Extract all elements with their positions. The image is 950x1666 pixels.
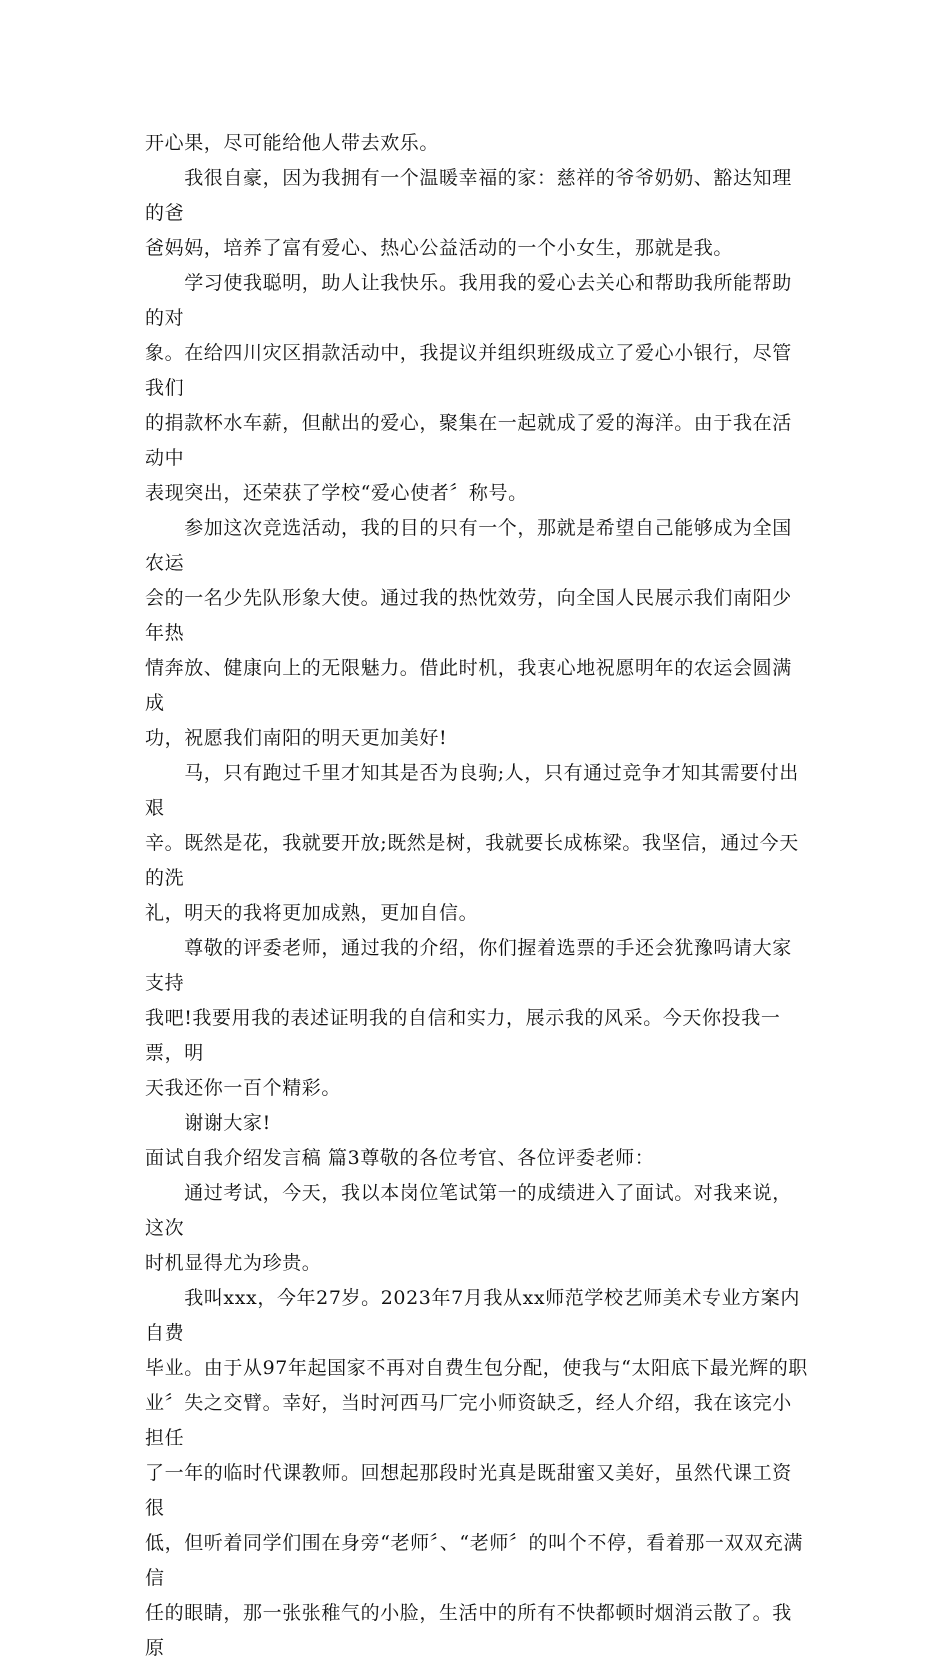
text-line: 马，只有跑过千里才知其是否为良驹;人，只有通过竞争才知其需要付出艰 [145,762,799,819]
section-heading: 面试自我介绍发言稿 篇3尊敬的各位考官、各位评委老师： [145,1147,655,1169]
text-line: 了一年的临时代课教师。回想起那段时光真是既甜蜜又美好，虽然代课工资很 [145,1462,792,1519]
text-line: 功，祝愿我们南阳的明天更加美好! [145,727,448,749]
text-line: 参加这次竞选活动，我的目的只有一个，那就是希望自己能够成为全国农运 [145,517,792,574]
text-line: 表现突出，还荣获了学校“爱心使者〞称号。 [145,482,528,504]
text-line: 会的一名少先队形象大使。通过我的热忱效劳，向全国人民展示我们南阳少年热 [145,587,792,644]
text-line: 谢谢大家! [145,1112,271,1134]
text-line: 时机显得尤为珍贵。 [145,1252,322,1274]
text-line: 象。在给四川灾区捐款活动中，我提议并组织班级成立了爱心小银行，尽管我们 [145,342,792,399]
text-line: 辛。既然是花，我就要开放;既然是树，我就要长成栋梁。我坚信，通过今天的洗 [145,832,799,889]
text-line: 爸妈妈，培养了富有爱心、热心公益活动的一个小女生，那就是我。 [145,237,734,259]
text-line: 毕业。由于从97年起国家不再对自费生包分配，使我与“太阳底下最光辉的职 [145,1357,808,1379]
text-line: 天我还你一百个精彩。 [145,1077,342,1099]
text-line: 我叫xxx，今年27岁。2023年7月我从xx师范学校艺师美术专业方案内自费 [145,1287,800,1344]
text-line: 通过考试，今天，我以本岗位笔试第一的成绩进入了面试。对我来说，这次 [145,1182,792,1239]
text-line: 尊敬的评委老师，通过我的介绍，你们握着选票的手还会犹豫吗请大家支持 [145,937,792,994]
text-line: 我很自豪，因为我拥有一个温暖幸福的家：慈祥的爷爷奶奶、豁达知理的爸 [145,167,792,224]
text-line: 任的眼睛，那一张张稚气的小脸，生活中的所有不快都顿时烟消云散了。我原 [145,1602,792,1659]
document-body [145,126,810,1666]
text-line: 我吧!我要用我的表述证明我的自信和实力，展示我的风采。今天你投我一票，明 [145,1007,781,1064]
text-line: 业〞失之交臂。幸好，当时河西马厂完小师资缺乏，经人介绍，我在该完小担任 [145,1392,792,1449]
text-line: 的捐款杯水车薪，但献出的爱心，聚集在一起就成了爱的海洋。由于我在活动中 [145,412,792,469]
text-line: 情奔放、健康向上的无限魅力。借此时机，我衷心地祝愿明年的农运会圆满成 [145,657,792,714]
text-line: 开心果，尽可能给他人带去欢乐。 [145,132,440,154]
text-line: 低，但听着同学们围在身旁“老师〞、“老师〞的叫个不停，看着那一双双充满信 [145,1532,803,1589]
text-line: 学习使我聪明，助人让我快乐。我用我的爱心去关心和帮助我所能帮助的对 [145,272,792,329]
text-line: 礼，明天的我将更加成熟，更加自信。 [145,902,479,924]
